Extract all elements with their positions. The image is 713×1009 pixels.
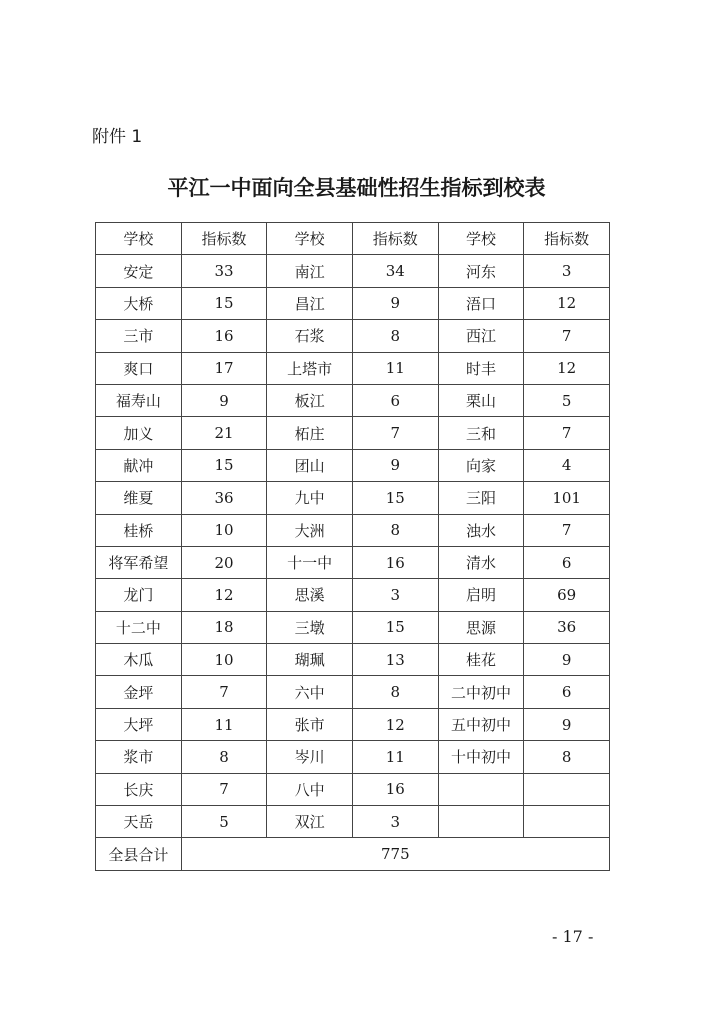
quota-cell <box>524 806 610 838</box>
table-row <box>96 449 610 481</box>
header-school: 学校 <box>267 223 353 255</box>
header-quota: 指标数 <box>352 223 438 255</box>
quota-cell: 69 <box>524 579 610 611</box>
school-name-cell: 昌江 <box>267 287 353 319</box>
school-name-cell: 张市 <box>267 708 353 740</box>
quota-cell: 20 <box>181 546 267 578</box>
school-name-cell: 加义 <box>96 417 182 449</box>
school-name-cell: 八中 <box>267 773 353 805</box>
quota-cell: 36 <box>181 482 267 514</box>
quota-cell: 16 <box>181 320 267 352</box>
quota-cell: 12 <box>181 579 267 611</box>
quota-cell: 5 <box>524 384 610 416</box>
school-name-cell: 石浆 <box>267 320 353 352</box>
quota-cell: 6 <box>524 676 610 708</box>
table-row <box>96 482 610 514</box>
school-name-cell: 福寿山 <box>96 384 182 416</box>
table-row <box>96 417 610 449</box>
school-name-cell: 浊水 <box>438 514 524 546</box>
table-row <box>96 676 610 708</box>
school-name-cell: 十二中 <box>96 611 182 643</box>
school-name-cell: 南江 <box>267 255 353 287</box>
school-name-cell: 木瓜 <box>96 644 182 676</box>
school-name-cell: 大洲 <box>267 514 353 546</box>
header-school: 学校 <box>96 223 182 255</box>
school-name-cell: 团山 <box>267 449 353 481</box>
enrollment-quota-table <box>95 222 610 871</box>
quota-cell: 3 <box>352 579 438 611</box>
school-name-cell: 岑川 <box>267 741 353 773</box>
total-label: 全县合计 <box>96 838 182 870</box>
school-name-cell: 十一中 <box>267 546 353 578</box>
quota-cell: 9 <box>524 708 610 740</box>
quota-cell: 8 <box>352 320 438 352</box>
table-header-row <box>96 223 610 255</box>
quota-cell: 15 <box>352 611 438 643</box>
header-school: 学校 <box>438 223 524 255</box>
school-name-cell: 双江 <box>267 806 353 838</box>
quota-cell: 101 <box>524 482 610 514</box>
quota-cell: 8 <box>352 514 438 546</box>
quota-cell: 3 <box>352 806 438 838</box>
quota-cell: 10 <box>181 514 267 546</box>
table-row <box>96 320 610 352</box>
quota-cell: 34 <box>352 255 438 287</box>
school-name-cell: 龙门 <box>96 579 182 611</box>
school-name-cell: 河东 <box>438 255 524 287</box>
school-name-cell: 向家 <box>438 449 524 481</box>
quota-cell: 9 <box>181 384 267 416</box>
quota-cell: 4 <box>524 449 610 481</box>
total-value: 775 <box>181 838 609 870</box>
quota-cell: 8 <box>352 676 438 708</box>
school-name-cell: 上塔市 <box>267 352 353 384</box>
table-row <box>96 773 610 805</box>
school-name-cell: 三和 <box>438 417 524 449</box>
quota-cell: 3 <box>524 255 610 287</box>
quota-cell: 12 <box>352 708 438 740</box>
quota-cell: 36 <box>524 611 610 643</box>
school-name-cell: 三墩 <box>267 611 353 643</box>
school-name-cell: 三市 <box>96 320 182 352</box>
quota-cell: 11 <box>352 352 438 384</box>
school-name-cell: 十中初中 <box>438 741 524 773</box>
school-name-cell: 思源 <box>438 611 524 643</box>
page-number: - 17 - <box>552 927 594 946</box>
quota-cell: 16 <box>352 546 438 578</box>
quota-cell: 16 <box>352 773 438 805</box>
quota-cell: 7 <box>524 417 610 449</box>
school-name-cell: 浆市 <box>96 741 182 773</box>
quota-cell: 11 <box>352 741 438 773</box>
school-name-cell: 桂桥 <box>96 514 182 546</box>
school-name-cell: 大坪 <box>96 708 182 740</box>
quota-cell: 12 <box>524 352 610 384</box>
quota-cell: 5 <box>181 806 267 838</box>
school-name-cell: 三阳 <box>438 482 524 514</box>
school-name-cell: 栗山 <box>438 384 524 416</box>
school-name-cell: 桂花 <box>438 644 524 676</box>
table-row <box>96 708 610 740</box>
table-row <box>96 806 610 838</box>
school-name-cell: 柘庄 <box>267 417 353 449</box>
quota-cell: 10 <box>181 644 267 676</box>
school-name-cell <box>438 806 524 838</box>
quota-cell: 7 <box>181 773 267 805</box>
quota-cell: 6 <box>352 384 438 416</box>
quota-cell <box>524 773 610 805</box>
table-row <box>96 514 610 546</box>
quota-cell: 15 <box>181 287 267 319</box>
quota-cell: 7 <box>181 676 267 708</box>
table-row <box>96 644 610 676</box>
school-name-cell: 思溪 <box>267 579 353 611</box>
school-name-cell: 五中初中 <box>438 708 524 740</box>
quota-cell: 21 <box>181 417 267 449</box>
school-name-cell: 九中 <box>267 482 353 514</box>
table-row <box>96 255 610 287</box>
quota-cell: 18 <box>181 611 267 643</box>
table-row <box>96 384 610 416</box>
quota-cell: 13 <box>352 644 438 676</box>
table-row <box>96 287 610 319</box>
total-row <box>96 838 610 870</box>
school-name-cell: 西江 <box>438 320 524 352</box>
header-quota: 指标数 <box>524 223 610 255</box>
quota-cell: 7 <box>352 417 438 449</box>
attachment-label: 附件 1 <box>92 127 143 147</box>
school-name-cell <box>438 773 524 805</box>
quota-cell: 7 <box>524 514 610 546</box>
table-row <box>96 611 610 643</box>
quota-cell: 9 <box>524 644 610 676</box>
school-name-cell: 安定 <box>96 255 182 287</box>
header-quota: 指标数 <box>181 223 267 255</box>
school-name-cell: 献冲 <box>96 449 182 481</box>
school-name-cell: 长庆 <box>96 773 182 805</box>
quota-cell: 9 <box>352 287 438 319</box>
quota-cell: 8 <box>181 741 267 773</box>
school-name-cell: 启明 <box>438 579 524 611</box>
school-name-cell: 大桥 <box>96 287 182 319</box>
quota-cell: 8 <box>524 741 610 773</box>
school-name-cell: 浯口 <box>438 287 524 319</box>
school-name-cell: 爽口 <box>96 352 182 384</box>
quota-cell: 11 <box>181 708 267 740</box>
quota-cell: 15 <box>352 482 438 514</box>
school-name-cell: 六中 <box>267 676 353 708</box>
school-name-cell: 金坪 <box>96 676 182 708</box>
quota-cell: 33 <box>181 255 267 287</box>
quota-cell: 9 <box>352 449 438 481</box>
quota-cell: 12 <box>524 287 610 319</box>
table-row <box>96 352 610 384</box>
school-name-cell: 二中初中 <box>438 676 524 708</box>
quota-cell: 7 <box>524 320 610 352</box>
school-name-cell: 天岳 <box>96 806 182 838</box>
quota-cell: 17 <box>181 352 267 384</box>
school-name-cell: 将军希望 <box>96 546 182 578</box>
table-row <box>96 546 610 578</box>
document-title: 平江一中面向全县基础性招生指标到校表 <box>167 175 546 200</box>
school-name-cell: 清水 <box>438 546 524 578</box>
school-name-cell: 瑚珮 <box>267 644 353 676</box>
table-row <box>96 579 610 611</box>
quota-cell: 6 <box>524 546 610 578</box>
school-name-cell: 板江 <box>267 384 353 416</box>
quota-cell: 15 <box>181 449 267 481</box>
school-name-cell: 维夏 <box>96 482 182 514</box>
school-name-cell: 时丰 <box>438 352 524 384</box>
table-row <box>96 741 610 773</box>
